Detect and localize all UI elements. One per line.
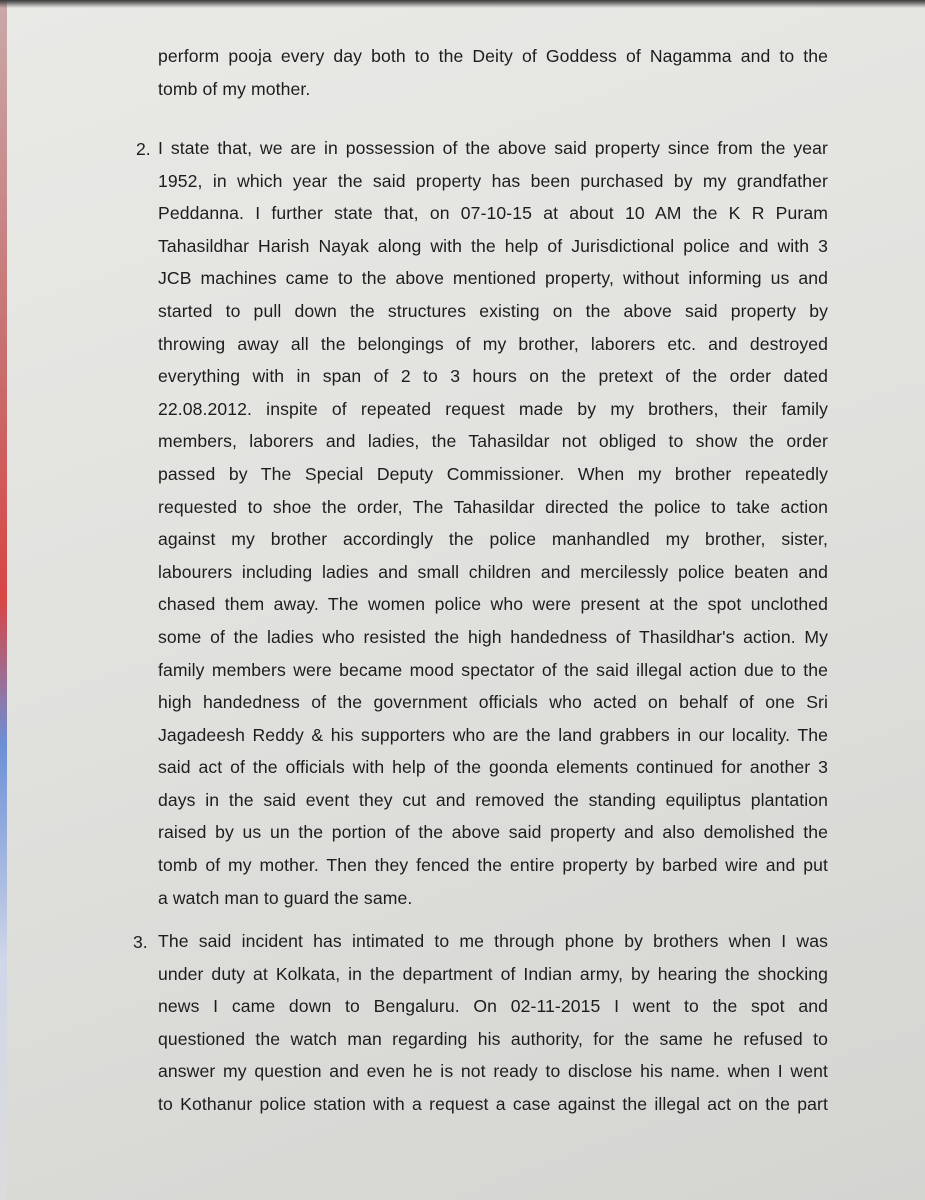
text-line: high handedness of the government officials who acted on behalf of one Sri [158,692,828,713]
text-line: questioned the watch man regarding his authority, for the same he refused to [158,1028,828,1049]
text-line: answer my question and even he is not ready to disclose his name. when I went [158,1061,828,1082]
paragraph-2 [158,132,828,914]
page-edge [0,0,7,1200]
text-line: started to pull down the structures existing on the above said property by [158,300,828,321]
paragraph-3 [158,925,828,1121]
text-line: perform pooja every day both to the Deity of Goddess of Nagamma and to the [158,46,828,66]
text-line: Jagadeesh Reddy & his supporters who are the land grabbers in our locality. The [158,724,828,745]
text-line: under duty at Kolkata, in the department of Indian army, by hearing the shocking [158,963,828,984]
paragraph-number: 3. [133,932,148,952]
text-line: passed by The Special Deputy Commissioner. When my brother repeatedly [158,463,828,484]
text-line: days in the said event they cut and removed the standing equiliptus plantation [158,789,828,810]
text-line: JCB machines came to the above mentioned property, without informing us and [158,268,828,289]
text-line: against my brother accordingly the police manhandled my brother, sister, [158,529,828,550]
text-line: members, laborers and ladies, the Tahasildar not obliged to show the order [158,431,828,452]
text-line: said act of the officials with help of the goonda elements continued for another 3 [158,757,828,778]
text-line: chased them away. The women police who were present at the spot unclothed [158,594,828,615]
text-line: some of the ladies who resisted the high handedness of Thasildhar's action. My [158,626,828,647]
text-line: 22.08.2012. inspite of repeated request made by my brothers, their family [158,398,828,419]
text-line: to Kothanur police station with a request a case against the illegal act on the part [158,1093,828,1114]
text-line: I state that, we are in possession of the above said property since from the year [158,138,828,158]
text-line: everything with in span of 2 to 3 hours on the pretext of the order dated [158,366,828,387]
text-line: The said incident has intimated to me through phone by brothers when I was [158,931,828,951]
text-line: labourers including ladies and small children and mercilessly police beaten and [158,561,828,582]
text-line: raised by us un the portion of the above said property and also demolished the [158,822,828,843]
text-line: throwing away all the belongings of my brother, laborers etc. and destroyed [158,333,828,354]
paragraph-number: 2. [136,139,151,159]
text-line: tomb of my mother. Then they fenced the entire property by barbed wire and put [158,855,828,876]
text-line: a watch man to guard the same. [158,887,413,908]
text-line: Tahasildhar Harish Nayak along with the help of Jurisdictional police and with 3 [158,235,828,256]
text-line: requested to shoe the order, The Tahasildar directed the police to take action [158,496,828,517]
page-top-shadow [0,0,925,8]
text-line: tomb of my mother. [158,78,311,99]
text-line: news I came down to Bengaluru. On 02-11-2015 I went to the spot and [158,996,828,1017]
text-line: 1952, in which year the said property has been purchased by my grandfather [158,170,828,191]
text-line: family members were became mood spectator of the said illegal action due to the [158,659,828,680]
text-line: Peddanna. I further state that, on 07-10-15 at about 10 AM the K R Puram [158,203,828,224]
continuation-paragraph [158,40,828,105]
